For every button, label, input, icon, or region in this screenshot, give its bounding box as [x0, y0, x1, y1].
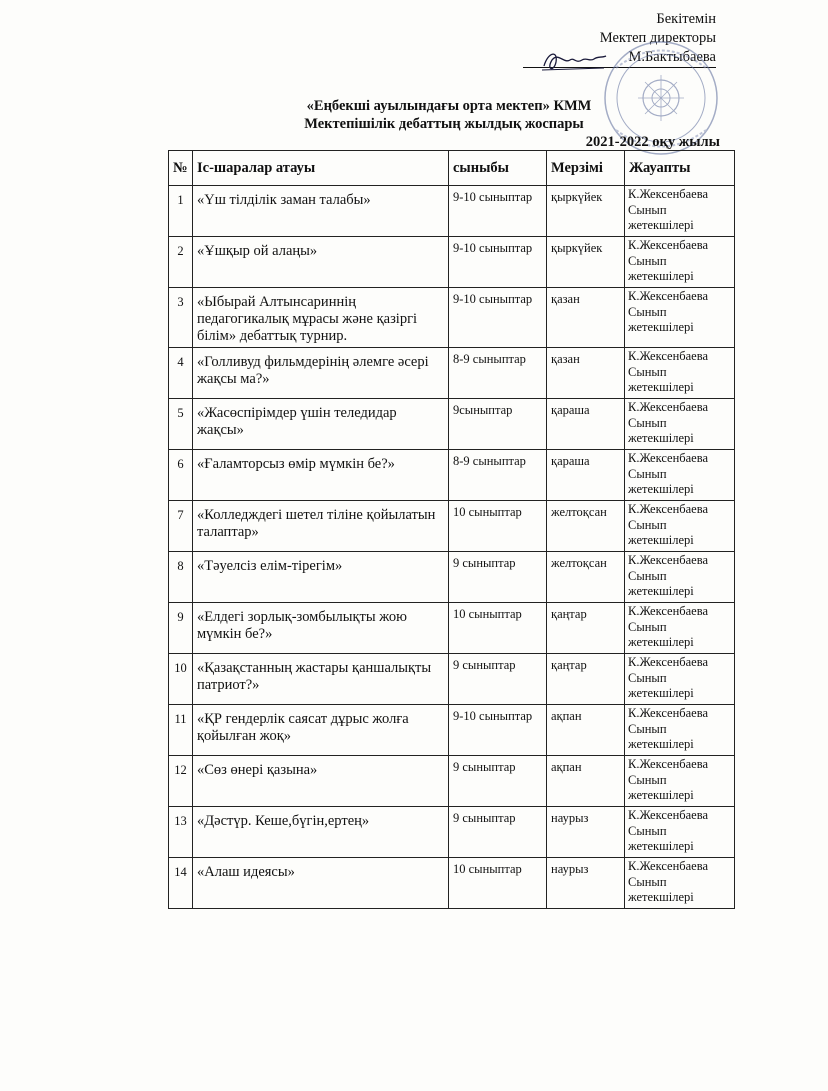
col-header-event: Іс-шаралар атауы — [193, 151, 449, 186]
deadline-month: желтоқсан — [547, 501, 625, 552]
responsible-person: К.Жексенбаева — [628, 349, 709, 363]
event-title: «Сөз өнері қазына» — [193, 756, 449, 807]
responsible-class-label: Сынып — [628, 874, 667, 889]
responsible-cell — [625, 807, 735, 858]
table-row — [169, 237, 735, 288]
grade-level: 10 сыныптар — [449, 603, 547, 654]
row-number: 4 — [169, 348, 193, 399]
row-number: 13 — [169, 807, 193, 858]
responsible-teachers-label: жетекшілері — [628, 737, 694, 751]
grade-level: 8-9 сыныптар — [449, 348, 547, 399]
responsible-class-label: Сынып — [628, 364, 667, 379]
responsible-class-label: Сынып — [628, 619, 667, 634]
responsible-class-label: Сынып — [628, 517, 667, 532]
event-title: «Алаш идеясы» — [193, 858, 449, 909]
responsible-teachers-label: жетекшілері — [628, 686, 694, 700]
responsible-class-label: Сынып — [628, 772, 667, 787]
deadline-month: қыркүйек — [547, 237, 625, 288]
responsible-class-label: Сынып — [628, 253, 667, 268]
responsible-cell — [625, 552, 735, 603]
event-title: «Жасөспірімдер үшін теледидар жақсы» — [193, 399, 449, 450]
responsible-teachers-label: жетекшілері — [628, 533, 694, 547]
event-title: «Елдегі зорлық-зомбылықты жою мүмкін бе?» — [193, 603, 449, 654]
table-row — [169, 705, 735, 756]
table-row — [169, 807, 735, 858]
row-number: 11 — [169, 705, 193, 756]
responsible-cell — [625, 654, 735, 705]
grade-level: 10 сыныптар — [449, 501, 547, 552]
col-header-deadline: Мерзімі — [547, 151, 625, 186]
responsible-cell — [625, 450, 735, 501]
event-title: «Колледждегі шетел тіліне қойылатын талаптар» — [193, 501, 449, 552]
grade-level: 9 сыныптар — [449, 654, 547, 705]
responsible-teachers-label: жетекшілері — [628, 482, 694, 496]
row-number: 3 — [169, 288, 193, 348]
document-subtitle: Мектепішілік дебаттың жылдық жоспары — [304, 116, 584, 132]
grade-level: 9сыныптар — [449, 399, 547, 450]
table-row — [169, 501, 735, 552]
table-row — [169, 858, 735, 909]
grade-level: 9-10 сыныптар — [449, 705, 547, 756]
responsible-person: К.Жексенбаева — [628, 187, 709, 201]
responsible-cell — [625, 348, 735, 399]
event-title: «Ғаламторсыз өмір мүмкін бе?» — [193, 450, 449, 501]
table-row — [169, 450, 735, 501]
approval-word: Бекітемін — [656, 11, 716, 27]
event-title: «Ыбырай Алтынсариннің педагогикалық мұрасы және қазіргі білім» дебаттық турнир. — [193, 288, 449, 348]
responsible-cell — [625, 705, 735, 756]
academic-year: 2021-2022 оқу жылы — [585, 134, 720, 150]
responsible-class-label: Сынып — [628, 466, 667, 481]
responsible-teachers-label: жетекшілері — [628, 431, 694, 445]
row-number: 10 — [169, 654, 193, 705]
table-row — [169, 288, 735, 348]
responsible-class-label: Сынып — [628, 670, 667, 685]
responsible-cell — [625, 858, 735, 909]
grade-level: 10 сыныптар — [449, 858, 547, 909]
table-row — [169, 399, 735, 450]
grade-level: 8-9 сыныптар — [449, 450, 547, 501]
table-row — [169, 186, 735, 237]
event-title: «Ұшқыр ой алаңы» — [193, 237, 449, 288]
responsible-teachers-label: жетекшілері — [628, 320, 694, 334]
responsible-class-label: Сынып — [628, 823, 667, 838]
responsible-person: К.Жексенбаева — [628, 238, 709, 252]
grade-level: 9 сыныптар — [449, 552, 547, 603]
responsible-person: К.Жексенбаева — [628, 859, 709, 873]
event-title: «Тәуелсіз елім-тірегім» — [193, 552, 449, 603]
responsible-person: К.Жексенбаева — [628, 289, 709, 303]
row-number: 12 — [169, 756, 193, 807]
responsible-teachers-label: жетекшілері — [628, 788, 694, 802]
approver-position: Мектеп директоры — [599, 30, 716, 46]
grade-level: 9-10 сыныптар — [449, 186, 547, 237]
responsible-person: К.Жексенбаева — [628, 655, 709, 669]
deadline-month: қазан — [547, 348, 625, 399]
responsible-cell — [625, 237, 735, 288]
responsible-teachers-label: жетекшілері — [628, 890, 694, 904]
row-number: 2 — [169, 237, 193, 288]
responsible-person: К.Жексенбаева — [628, 604, 709, 618]
responsible-cell — [625, 603, 735, 654]
row-number: 8 — [169, 552, 193, 603]
responsible-class-label: Сынып — [628, 415, 667, 430]
deadline-month: ақпан — [547, 756, 625, 807]
grade-level: 9 сыныптар — [449, 756, 547, 807]
row-number: 5 — [169, 399, 193, 450]
row-number: 14 — [169, 858, 193, 909]
responsible-person: К.Жексенбаева — [628, 451, 709, 465]
responsible-person: К.Жексенбаева — [628, 808, 709, 822]
responsible-teachers-label: жетекшілері — [628, 635, 694, 649]
responsible-class-label: Сынып — [628, 568, 667, 583]
debate-plan-table — [168, 150, 735, 909]
event-title: «Голливуд фильмдерінің әлемге әсері жақсы ма?» — [193, 348, 449, 399]
table-row — [169, 348, 735, 399]
responsible-class-label: Сынып — [628, 202, 667, 217]
row-number: 6 — [169, 450, 193, 501]
document-title: «Еңбекші ауылындағы орта мектеп» КММ — [306, 98, 592, 114]
grade-level: 9-10 сыныптар — [449, 237, 547, 288]
responsible-person: К.Жексенбаева — [628, 757, 709, 771]
deadline-month: қазан — [547, 288, 625, 348]
responsible-class-label: Сынып — [628, 304, 667, 319]
col-header-grade: сыныбы — [449, 151, 547, 186]
responsible-class-label: Сынып — [628, 721, 667, 736]
deadline-month: наурыз — [547, 807, 625, 858]
col-header-responsible: Жауапты — [625, 151, 735, 186]
table-row — [169, 756, 735, 807]
table-row — [169, 654, 735, 705]
responsible-cell — [625, 756, 735, 807]
event-title: «Дәстүр. Кеше,бүгін,ертең» — [193, 807, 449, 858]
responsible-teachers-label: жетекшілері — [628, 380, 694, 394]
table-header-row — [169, 151, 735, 186]
responsible-person: К.Жексенбаева — [628, 400, 709, 414]
approver-name: М.Бактыбаева — [523, 48, 716, 68]
responsible-cell — [625, 399, 735, 450]
grade-level: 9 сыныптар — [449, 807, 547, 858]
deadline-month: ақпан — [547, 705, 625, 756]
row-number: 1 — [169, 186, 193, 237]
event-title: «Қазақстанның жастары қаншалықты патриот?» — [193, 654, 449, 705]
responsible-person: К.Жексенбаева — [628, 706, 709, 720]
responsible-teachers-label: жетекшілері — [628, 218, 694, 232]
event-title: «ҚР гендерлік саясат дұрыс жолға қойылған жоқ» — [193, 705, 449, 756]
responsible-teachers-label: жетекшілері — [628, 839, 694, 853]
row-number: 7 — [169, 501, 193, 552]
responsible-person: К.Жексенбаева — [628, 553, 709, 567]
responsible-cell — [625, 186, 735, 237]
deadline-month: наурыз — [547, 858, 625, 909]
deadline-month: қараша — [547, 399, 625, 450]
responsible-cell — [625, 501, 735, 552]
responsible-teachers-label: жетекшілері — [628, 269, 694, 283]
deadline-month: қыркүйек — [547, 186, 625, 237]
deadline-month: желтоқсан — [547, 552, 625, 603]
responsible-cell — [625, 288, 735, 348]
event-title: «Үш тілділік заман талабы» — [193, 186, 449, 237]
table-row — [169, 603, 735, 654]
col-header-number: № — [169, 151, 193, 186]
row-number: 9 — [169, 603, 193, 654]
deadline-month: қараша — [547, 450, 625, 501]
deadline-month: қаңтар — [547, 654, 625, 705]
grade-level: 9-10 сыныптар — [449, 288, 547, 348]
deadline-month: қаңтар — [547, 603, 625, 654]
table-row — [169, 552, 735, 603]
responsible-teachers-label: жетекшілері — [628, 584, 694, 598]
responsible-person: К.Жексенбаева — [628, 502, 709, 516]
